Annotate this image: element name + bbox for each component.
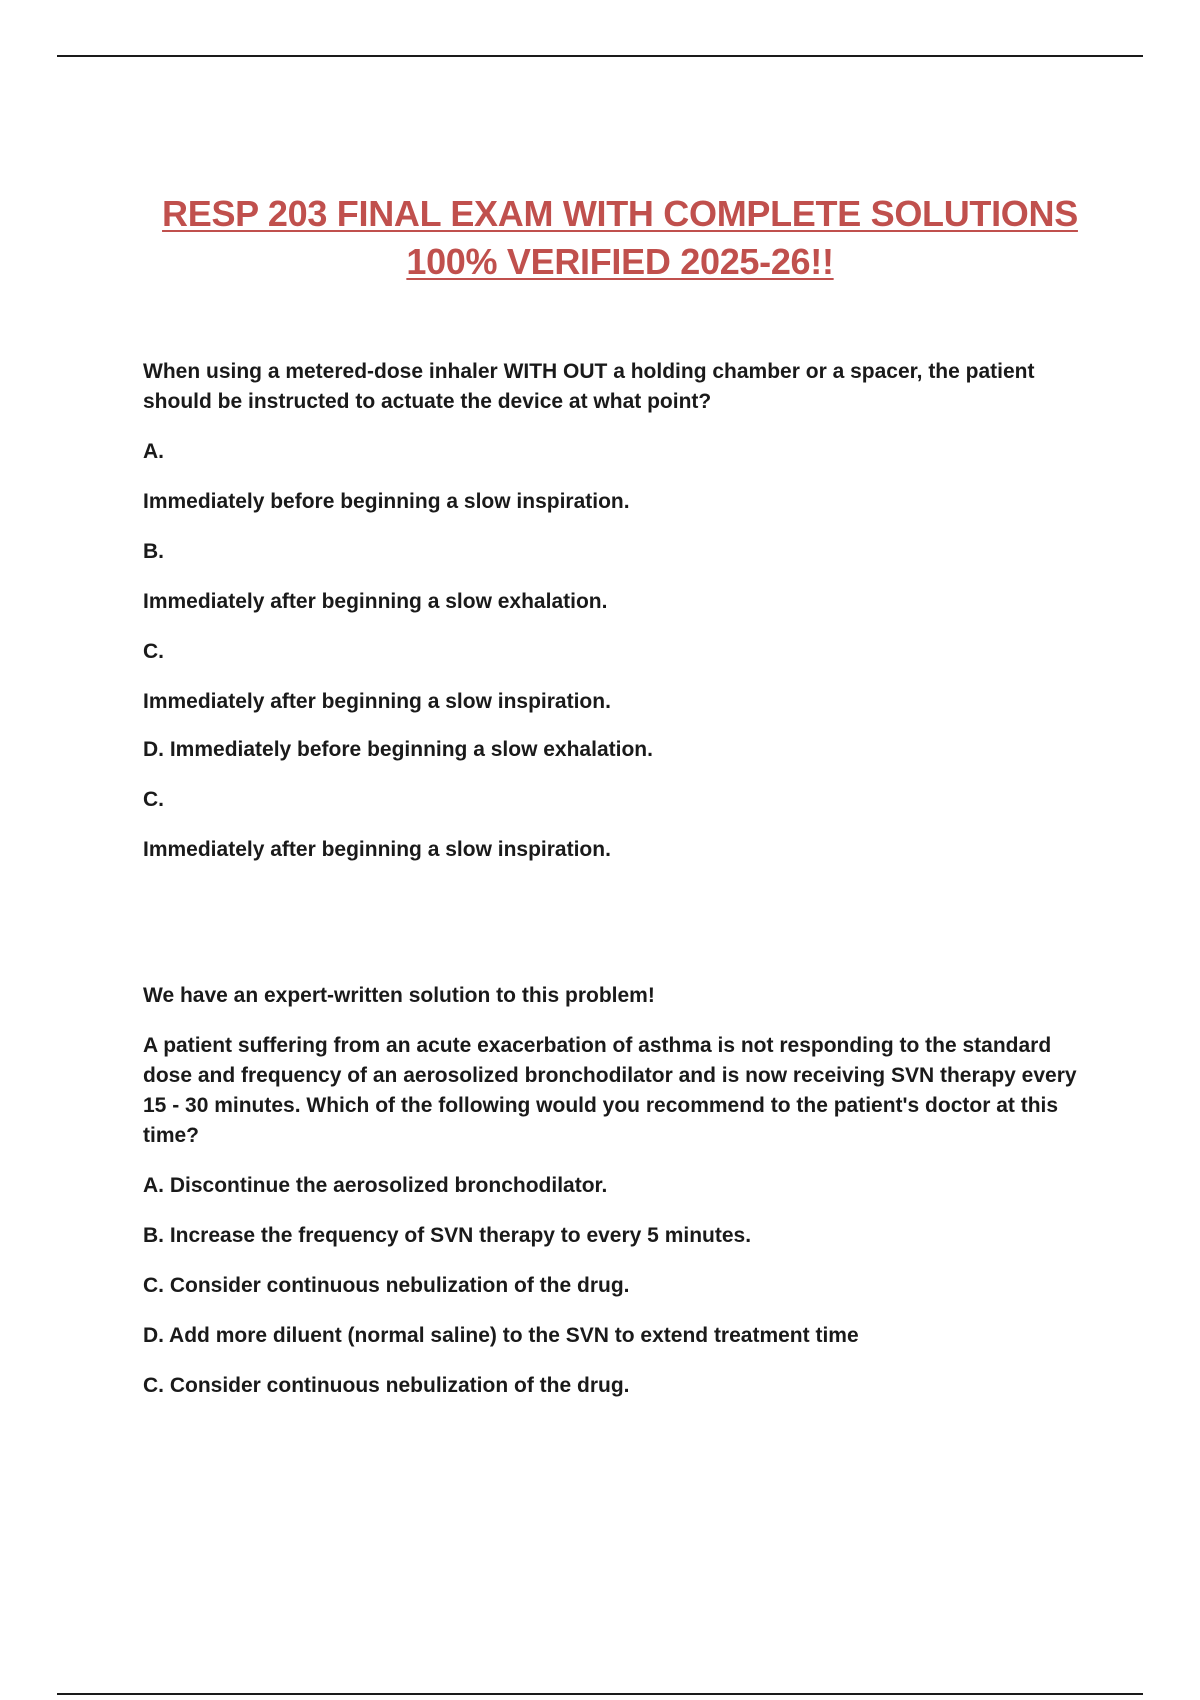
promo-text: We have an expert-written solution to this problem! [143,984,655,1007]
question-1-option-c-letter: C. [143,640,164,663]
question-1-text: When using a metered-dose inhaler WITH OUT a holding chamber or a spacer, the patient should be instructed to actuate the device at what point? [143,360,1035,413]
question-2-option-d: D. Add more diluent (normal saline) to the SVN to extend treatment time [143,1324,859,1347]
bottom-rule [57,1693,1143,1695]
question-1-answer-text: Immediately after beginning a slow inspiration. [143,838,611,861]
question-1-option-d: D. Immediately before beginning a slow exhalation. [143,738,653,761]
top-rule [57,55,1143,57]
question-2-option-c: C. Consider continuous nebulization of the drug. [143,1274,630,1297]
question-1-answer-letter: C. [143,788,164,811]
title-line-2: 100% VERIFIED 2025-26!! [406,241,834,282]
question-1-option-a-text: Immediately before beginning a slow inspiration. [143,490,630,513]
question-1-option-b-letter: B. [143,540,164,563]
question-2-option-a: A. Discontinue the aerosolized bronchodilator. [143,1174,608,1197]
question-2-block [143,981,1103,1401]
question-1-block [143,357,1103,865]
question-2-text: A patient suffering from an acute exacerbation of asthma is not responding to the standard dose and frequency of an aerosolized bronchodilator and is now receiving SVN therapy every 15 - 30 minutes. Which of the following would you recommend to the patient's doctor at this time? [143,1034,1077,1147]
question-2-option-b: B. Increase the frequency of SVN therapy to every 5 minutes. [143,1224,752,1247]
title-line-1: RESP 203 FINAL EXAM WITH COMPLETE SOLUTIONS [162,193,1078,234]
question-1-option-b-text: Immediately after beginning a slow exhalation. [143,590,608,613]
document-title [100,190,1140,286]
question-1-option-a-letter: A. [143,440,164,463]
question-2-answer: C. Consider continuous nebulization of the drug. [143,1374,630,1397]
question-1-option-c-text: Immediately after beginning a slow inspiration. [143,690,611,713]
